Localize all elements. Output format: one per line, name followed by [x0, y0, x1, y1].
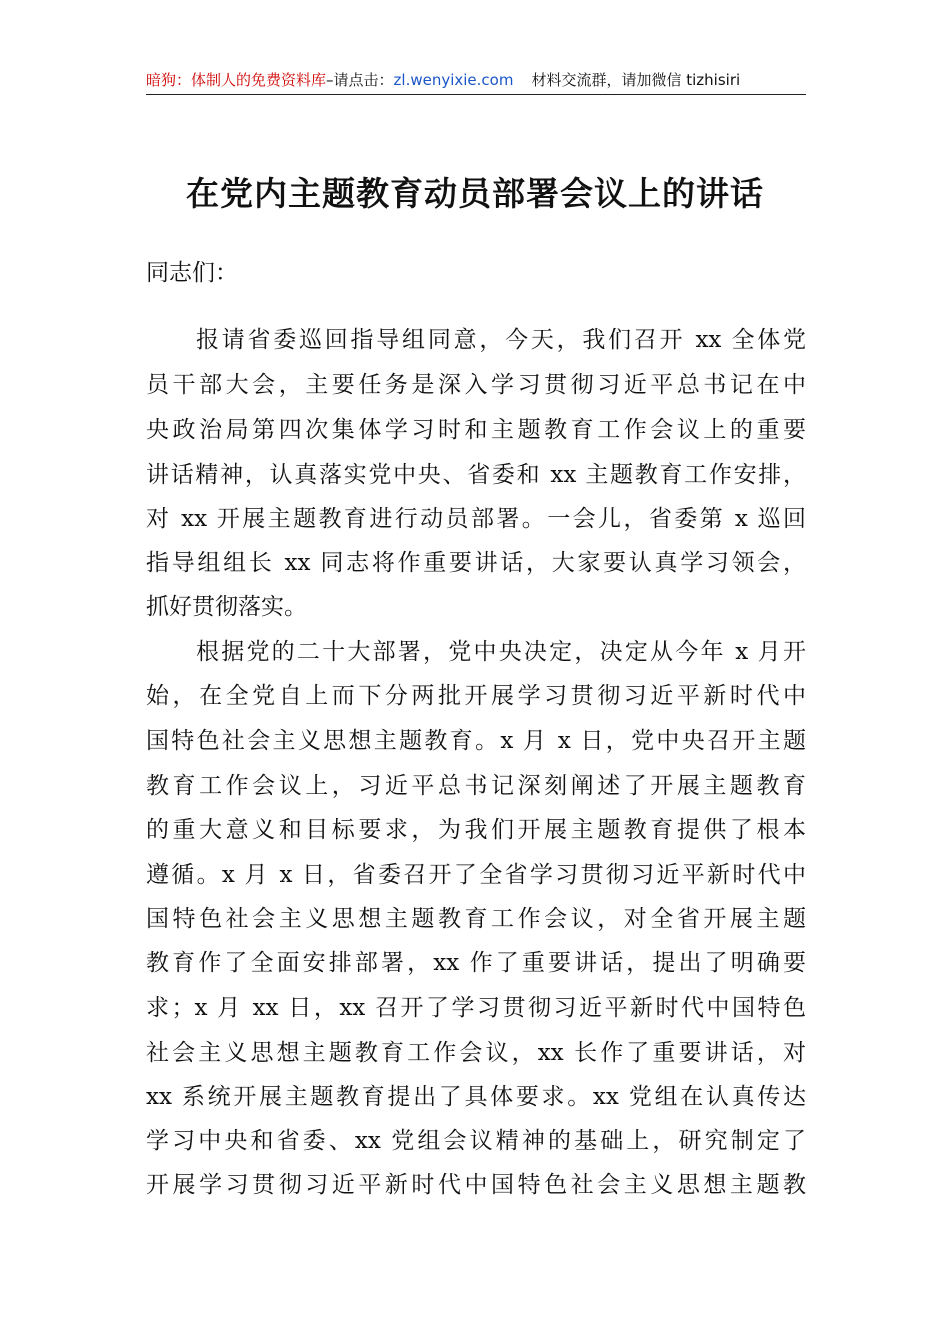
body-line: 根据党的二十大部署，党中央决定，决定从今年 x 月开 [196, 639, 806, 665]
body-line: 遵循。x 月 x 日，省委召开了全省学习贯彻习近平新时代中 [146, 862, 806, 888]
body-line: 抓好贯彻落实。 [146, 594, 307, 620]
header-click-prefix: –请点击： [326, 71, 394, 89]
body-line: 始，在全党自上而下分两批开展学习贯彻习近平新时代中 [146, 683, 806, 709]
body-line: 国特色社会主义思想主题教育。x 月 x 日，党中央召开主题 [146, 728, 806, 754]
body-line: xx 系统开展主题教育提出了具体要求。xx 党组在认真传达 [146, 1084, 806, 1110]
body-line: 讲话精神，认真落实党中央、省委和 xx 主题教育工作安排， [146, 462, 806, 488]
body-line: 员干部大会，主要任务是深入学习贯彻习近平总书记在中 [146, 372, 806, 398]
body-line: 社会主义思想主题教育工作会议，xx 长作了重要讲话，对 [146, 1040, 806, 1066]
page-header [146, 66, 806, 95]
body-line: 的重大意义和目标要求，为我们开展主题教育提供了根本 [146, 817, 806, 843]
body-line: 对 xx 开展主题教育进行动员部署。一会儿，省委第 x 巡回 [146, 506, 806, 532]
document-title: 在党内主题教育动员部署会议上的讲话 [186, 174, 764, 213]
header-brand: 暗狗：体制人的免费资料库 [146, 71, 327, 89]
body-line: 教育作了全面安排部署，xx 作了重要讲话，提出了明确要 [146, 950, 806, 976]
body-line: 国特色社会主义思想主题教育工作会议，对全省开展主题 [146, 906, 806, 932]
body-line: 求；x 月 xx 日，xx 召开了学习贯彻习近平新时代中国特色 [146, 995, 806, 1021]
header-url-link[interactable]: zl.wenyixie.com [393, 71, 514, 89]
body-line: 央政治局第四次集体学习时和主题教育工作会议上的重要 [146, 417, 806, 443]
body-line: 学习中央和省委、xx 党组会议精神的基础上，研究制定了 [146, 1128, 806, 1154]
body-line: 开展学习贯彻习近平新时代中国特色社会主义思想主题教 [146, 1172, 806, 1198]
header-contact: 材料交流群，请加微信 tizhisiri [531, 71, 741, 89]
body-line: 报请省委巡回指导组同意，今天，我们召开 xx 全体党 [196, 327, 806, 353]
salutation: 同志们： [146, 260, 238, 286]
body-line: 教育工作会议上，习近平总书记深刻阐述了开展主题教育 [146, 773, 806, 799]
body-line: 指导组组长 xx 同志将作重要讲话，大家要认真学习领会， [146, 550, 806, 576]
